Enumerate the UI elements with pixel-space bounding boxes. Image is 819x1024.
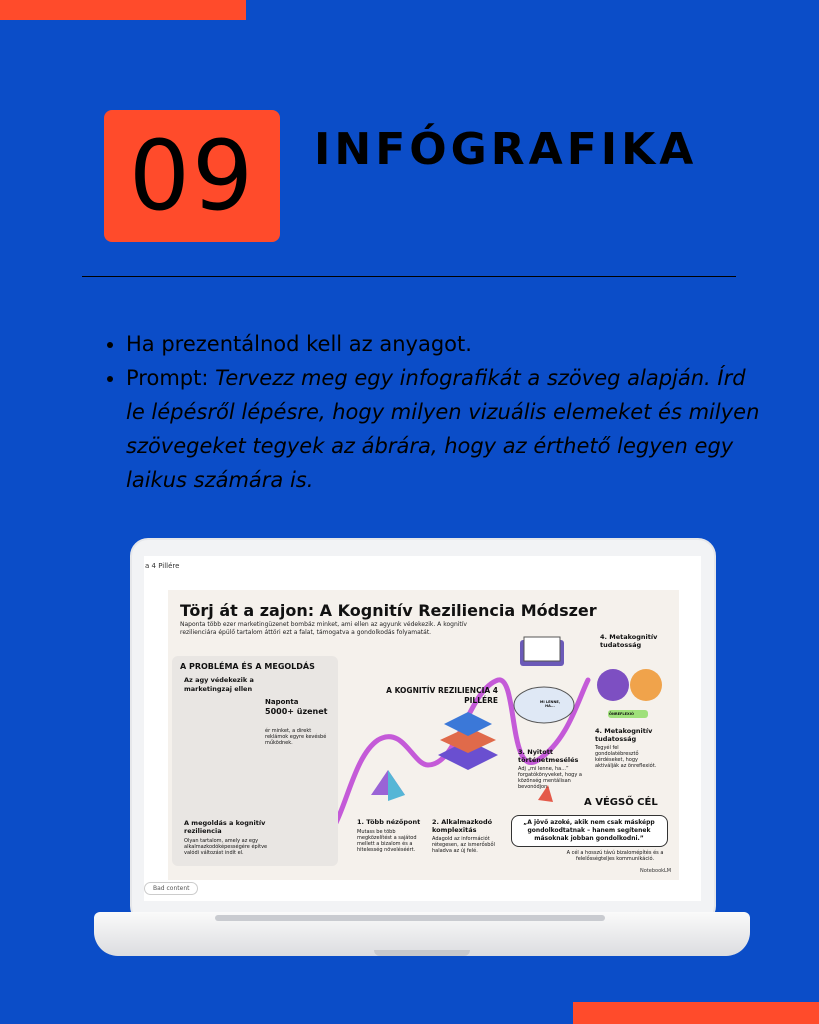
problem-heading: A PROBLÉMA ÉS A MEGOLDÁS bbox=[180, 662, 315, 671]
laptop-notch bbox=[374, 950, 470, 956]
bubble-label: MI LENNE, HA... bbox=[539, 700, 561, 708]
solution-note: Olyan tartalom, amely az egy alkalmazkodóképességére építve valódi változást indít el. bbox=[184, 838, 268, 856]
slide-number-badge bbox=[104, 110, 280, 242]
pillar1-title: 1. Több nézőpont bbox=[357, 818, 421, 826]
brain-defends-text: Az agy védekezik a marketingzaj ellen bbox=[184, 676, 254, 693]
pillar2-title: 2. Alkalmazkodó komplexitás bbox=[432, 818, 493, 834]
watermark: NotebookLM bbox=[640, 868, 672, 874]
bottom-accent-bar bbox=[573, 1002, 819, 1024]
top-accent-bar bbox=[0, 0, 246, 20]
prompt-text: Tervezz meg egy infografikát a szöveg alapján. Írd le lépésről lépésre, hogy milyen vizuális elemeket és milyen szövegeket tegyek az ábrára, hogy az érthető legyen egy laikus számára is. bbox=[126, 366, 760, 492]
solution-heading: A megoldás a kognitív reziliencia bbox=[184, 819, 266, 835]
slide-title: INFÓGRAFIKA bbox=[314, 124, 698, 175]
pillar3-text: Adj „mi lenne, ha...” forgatókönyveket, hogy a közönség mentálisan bevonódjon. bbox=[518, 766, 582, 790]
bullet-text: Ha prezentálnod kell az anyagot. bbox=[126, 332, 472, 356]
bullet-item bbox=[126, 327, 766, 361]
bullet-item bbox=[126, 361, 766, 497]
laptop-keyboard bbox=[215, 915, 605, 921]
divider bbox=[82, 276, 736, 277]
slide-number: 09 bbox=[128, 120, 256, 232]
daily-label: Naponta bbox=[265, 698, 299, 706]
bad-content-button[interactable]: Bad content bbox=[144, 882, 198, 895]
pillar4-title: 4. Metakognitív tudatosság bbox=[595, 727, 653, 743]
infographic-subtitle: Naponta több ezer marketingüzenet bombáz minket, ami ellen az agyunk védekezik. A kognitív rezilienciára épülő tartalom áttöri ezt a falat, támogatva a gondolkodás folyamatát. bbox=[180, 621, 467, 636]
badge-label: ÖNREFLEXIÓ bbox=[609, 712, 634, 716]
daily-count: 5000+ üzenet bbox=[265, 707, 328, 716]
infographic-title: Törj át a zajon: A Kognitív Reziliencia Módszer bbox=[180, 601, 597, 620]
goal-heading: A VÉGSŐ CÉL bbox=[584, 797, 658, 808]
pillar2-text: Adagold az információt rétegesen, az ismerősből haladva az új felé. bbox=[432, 836, 495, 854]
bullet-label: Prompt: bbox=[126, 366, 216, 390]
pillar1-text: Mutass be több megközelítést a sajátod mellett a bizalom és a hitelesség növeléséért. bbox=[357, 829, 417, 853]
pillar4-title-top: 4. Metakognitív tudatosság bbox=[600, 633, 658, 649]
pillars-heading: A KOGNITÍV REZILIENCIA 4 PILLÉRE bbox=[386, 686, 498, 705]
goal-quote: „A jövő azoké, akik nem csak másképp gondolkodtatnak – hanem segítenek másoknak jobban gondolkodni.” bbox=[523, 819, 655, 842]
pillar3-title: 3. Nyitott történetmesélés bbox=[518, 748, 579, 764]
tab-label[interactable]: a 4 Pillére bbox=[145, 562, 180, 570]
bullet-list bbox=[100, 327, 766, 497]
daily-note: ér minket, a direkt reklámok egyre kevésbé működnek. bbox=[265, 728, 327, 746]
pillar4-text: Tegyél fel gondolatébresztő kérdéseket, hogy aktiválják az önreflexiót. bbox=[595, 745, 657, 769]
goal-note: A cél a hosszú távú bizalomépítés és a felelősségteljes kommunikáció. bbox=[566, 850, 664, 862]
